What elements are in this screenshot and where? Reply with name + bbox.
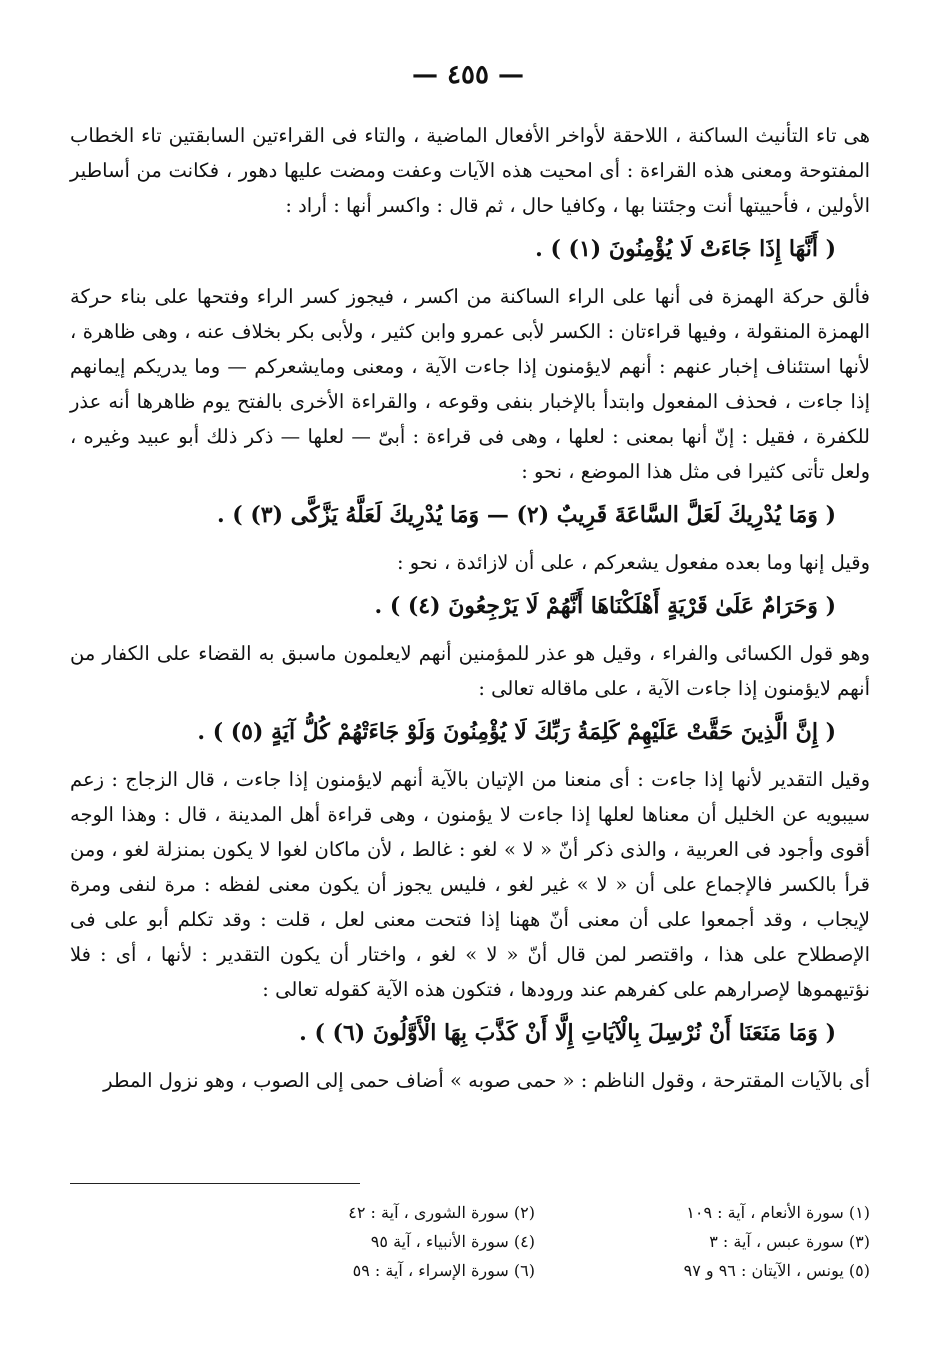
paragraph: هى تاء التأنيث الساكنة ، اللاحقة لأواخر الأفعال الماضية ، والتاء فى القراءتين السابقتين تاء الخطاب المفتوحة ومعنى هذه القراءة : أى امحيت هذه الآيات وعفت ومضت عليها دهور ، فكانت من أساطير الأولين ، فأحييتها أنت وجئتنا بها ، وكافيا حال ، ثم قال : واكسر أنها : أراد :: [70, 124, 870, 217]
paragraph: وهو قول الكسائى والفراء ، وقيل هو عذر للمؤمنين أنهم لايعلمون ماسبق به القضاء على الكفار من أنهم لايؤمنون إذا جاءت الآية ، على ماقاله تعالى :: [70, 642, 870, 700]
paragraph: أى بالآيات المقترحة ، وقول الناظم : « حمى صوبه » أضاف حمى إلى الصوب ، وهو نزول المطر: [103, 1069, 870, 1092]
footnotes: [240, 1200, 870, 1284]
quran-verse: ( أَنَّهَا إِذَا جَاءَتْ لَا يُؤْمِنُونَ (١) ) .: [535, 236, 836, 262]
quran-verse: ( إِنَّ الَّذِينَ حَقَّتْ عَلَيْهِمْ كَلِمَةُ رَبِّكَ لَا يُؤْمِنُونَ وَلَوْ جَاءَتْهُمْ كُلُّ آيَةٍ (٥) ) .: [197, 719, 836, 745]
footnote-5: (٥) يونس ، الآيتان : ٩٦ و ٩٧: [683, 1261, 870, 1280]
footnote-1: (١) سورة الأنعام ، آية : ١٠٩: [686, 1203, 870, 1222]
paragraph: فألق حركة الهمزة فى أنها على الراء الساكنة من اكسر ، فيجوز كسر الراء وفتحها على بناء حركة الهمزة المنقولة ، وفيها قراءتان : الكسر لأبى عمرو وابن كثير ، ولأبى بكر بخلاف عنه ، وهى ظاهرة ، لأنها استئناف إخبار عنهم : أنهم لايؤمنون إذا جاءت الآية ، ومعنى ومايشعركم — وما يدريكم إيمانهم إذا جاءت ، فحذف المفعول وابتدأ بالإخبار بنفى وقوعه ، والقراءة الأخرى بالفتح يوم ظاهرها أنه عذر للكفرة ، فقيل : إنّ أنها بمعنى : لعلها ، وهى فى قراءة : أبىّ — لعلها — ذكر ذلك أبو عبيد وغيره ، ولعل تأتى كثيرا فى مثل هذا الموضع ، نحو :: [70, 285, 870, 483]
page-number: — ٤٥٥ —: [411, 60, 525, 90]
footnote-4: (٤) سورة الأنبياء ، آية ٩٥: [370, 1232, 535, 1251]
paragraph: وقيل التقدير لأنها إذا جاءت : أى منعنا من الإتيان بالآية أنهم لايؤمنون إذا جاءت ، قال الزجاج : زعم سيبويه عن الخليل أن معناها لعلها إذا جاءت لا يؤمنون ، وهى قراءة أهل المدينة ، قال : وهذا الوجه أقوى وأجود فى العربية ، والذى ذكر أنّ « لا » لغو : غالط ، لأن ماكان لغوا لا يكون بمنزلة لغو ، ومن قرأ بالكسر فالإجماع على أن « لا » غير لغو ، فليس يجوز أن يكون معنى لفظه : مرة لنفى ومرة لإيجاب ، وقد أجمعوا على أن معنى أنّ ههنا إذا فتحت معنى لعل ، قلت : وقد تكلم أبو على فى الإصطلاح على هذا ، واقتصر لمن قال أنّ « لا » لغو ، واختار أن يكون التقدير : لأنها ، أى : فلا نؤتيهموها لإصرارهم على كفرهم عند ورودها ، فتكون هذه الآية كقوله تعالى :: [70, 768, 871, 1001]
footnote-divider: [70, 1183, 360, 1184]
footnote-3: (٣) سورة عبس ، آية : ٣: [709, 1232, 870, 1251]
main-text: [70, 118, 870, 1104]
quran-verse: ( وَحَرَامٌ عَلَىٰ قَرْيَةٍ أَهْلَكْنَاهَا أَنَّهُمْ لَا يَرْجِعُونَ (٤) ) .: [374, 593, 836, 619]
quran-verse: ( وَمَا مَنَعَنَا أَنْ نُرْسِلَ بِالْآيَاتِ إِلَّا أَنْ كَذَّبَ بِهَا الْأَوَّلُونَ (٦) ) .: [299, 1020, 836, 1046]
paragraph: وقيل إنها وما بعده مفعول يشعركم ، على أن لازائدة ، نحو :: [396, 551, 870, 574]
footnote-2: (٢) سورة الشورى ، آية : ٤٢: [348, 1203, 535, 1222]
footnote-6: (٦) سورة الإسراء ، آية : ٥٩: [352, 1261, 535, 1280]
quran-verse: ( وَمَا يُدْرِيكَ لَعَلَّ السَّاعَةَ قَرِيبٌ (٢) — وَمَا يُدْرِيكَ لَعَلَّهُ يَزَّكَّى (٣) ) .: [216, 502, 836, 528]
